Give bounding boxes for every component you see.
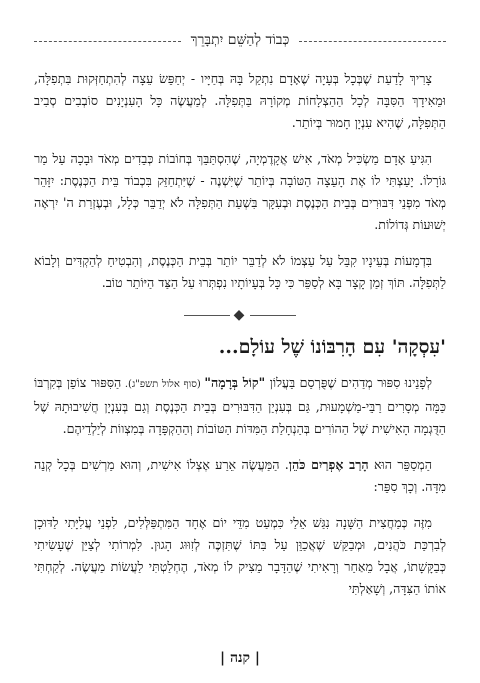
header-rule-right <box>299 41 446 42</box>
source-date-note: (סוף אלול תשפ"ג). <box>121 379 205 390</box>
paragraph-3: בִּדְמָעוֹת בְּעֵינָיו קִבֵּל עַל עַצְמוֹ לֹא לְדַבֵּר יוֹתֵר בְּבֵית הַכְּנֶסֶת, וְהִבְטִיחַ לְהַקְדִּים וְלָבוֹא לַתְּפִלָּה. תּוֹךְ זְמַן קָצָר בָּא לְסַפֵּר כִּי כָּל בְּעָיוֹתָיו נִפְתְּרוּ עַל הַצַּד הַיּוֹתֵר טוֹב. <box>34 253 446 290</box>
paragraph-2: הִגִּיעַ אָדָם מַשְׂכִּיל מְאֹד, אִישׁ אֲקָדֶמְיָה, שֶׁהִסְתַּבֵּךְ בְּחוֹבוֹת כְּבֵדִים מְאֹד וּבָכָה עַל מַר גּוֹרָלוֹ. יָעַצְתִּי לוֹ אֶת הָעֵצָה הַטּוֹבָה בְּיוֹתֵר שֶׁיִּשְׁנֶה - שֶׁיִּתְחַזֵּק בִּכְבוֹד בֵּית הַכְּנֶסֶת: יִזָּהֵר מְאֹד מִפְּנֵי דִּבּוּרִים בְּבֵית הַכְּנֶסֶת וּבְעִקָּר בִּשְׁעַת הַתְּפִלָּה לֹא יְדַבֵּר כְּלָל, וּבְעֶזְרַת ה' יִרְאֶה יְשׁוּעוֹת גְּדוֹלוֹת. <box>34 151 446 232</box>
page-number: | קנה | <box>219 650 261 666</box>
intro-end: הַסִּפּוּר צוֹפֵן בְּקִרְבּוֹ כַּמָּה מְסָרִים רַבֵּי-מַשְׁמָעוּת, גַּם בְּעִנְיַן הַדִּבּוּרִים בְּבֵית הַכְּנֶסֶת וְגַם בְּעִנְיָן חֲשִׁיבוּתָהּ שֶׁל הַדֻּגְמָה הָאִישִׁית שֶׁל הַהוֹרִים בְּהַנְחָלַת הַמִּדּוֹת הַטּוֹבוֹת וְהַהַקְפָּדָה בְּמִצְווֹת לְיַלְדֵיהֶם. <box>34 375 446 436</box>
section-heading: 'עִסְקָה' עִם הָרִבּוֹנוֹ שֶׁל עוֹלָם... <box>218 336 446 358</box>
header-rule-left <box>34 41 181 42</box>
narrator-paragraph <box>34 454 446 498</box>
story-paragraph: מִזֶּה כְּמַחֲצִית הַשָּׁנָה נִגַּשׁ אֵלַי כִּמְעַט מִדֵּי יוֹם אֶחָד הַמִּתְפַּלְּלִים, לִפְנֵי עֲלִיָּתִי לַדּוּכָן לְבִרְכַּת כֹּהֲנִים, וּמְבַקֵּשׁ שֶׁאֲכַוֵּן עַל בִּתּוֹ שֶׁתִּזְכֶּה לְזִוּוּג הָגוּן. לִמְרוֹתִי לְצַיֵּן שֶׁעָשִׂיתִי כְּבַקָּשָׁתוֹ, אֲבָל מֵאַחַר וְרָאִיתִי שֶׁהַדָּבָר מֵצִיק לוֹ מְאֹד, הֶחְלַטְתִּי לַעֲשׂוֹת מַעֲשֶׂה. לְקַחְתִּי אוֹתוֹ הַצִּדָּה, וְשָׁאַלְתִּי <box>34 515 446 596</box>
header-title: כְּבוֹד לְהַשֵּׁם יִתְבָּרֵךְ <box>190 31 290 48</box>
page-body <box>34 68 446 614</box>
paragraph-1: צָרִיךְ לָדַעַת שֶׁבְּכָל בְּעָיָה שֶׁאָדָם נִתְקַל בָּהּ בְּחַיָּיו - יְחַפֵּשׂ עֵצָה לְהִתְחַזְּקוּת בִּתְפִלָּה, וּמֵאִידָךְ הַסִּבָּה לְכָל הַהַצְלָחוֹת מְקוֹרָהּ בַּתְּפִלָּה. לְמַעֲשֶׂה כָּל הָעִנְיָנִים סוֹבְבִים סְבִיב הַתְּפִלָּה, שֶׁהִיא עִנְיָן חָמוּר בְּיוֹתֵר. <box>34 71 446 130</box>
narrator-end: . הַמַּעֲשֶׂה אֵרַע אֶצְלוֹ אִישִׁית, וְהוּא מַרְשִׁים בְּכָל קְנֵה מִדָּה. וְכָךְ סִפֵּר: <box>34 457 446 494</box>
narrator-start: הַמְסַפֵּר הוּא <box>368 457 432 472</box>
intro-start: לְפָנֵינוּ סִפּוּר מְדַהִים שֶׁפֻּרְסַם בַּעֲלוֹן <box>265 375 433 390</box>
narrator-name: הָרַב אֶפְרַיִם כֹּהֵן <box>288 457 369 472</box>
running-header <box>34 30 446 50</box>
intro-paragraph <box>34 372 446 440</box>
newsletter-name: "קוֹל בְּרָמָה" <box>204 375 266 390</box>
section-divider-ornament: ◆ <box>34 304 446 326</box>
